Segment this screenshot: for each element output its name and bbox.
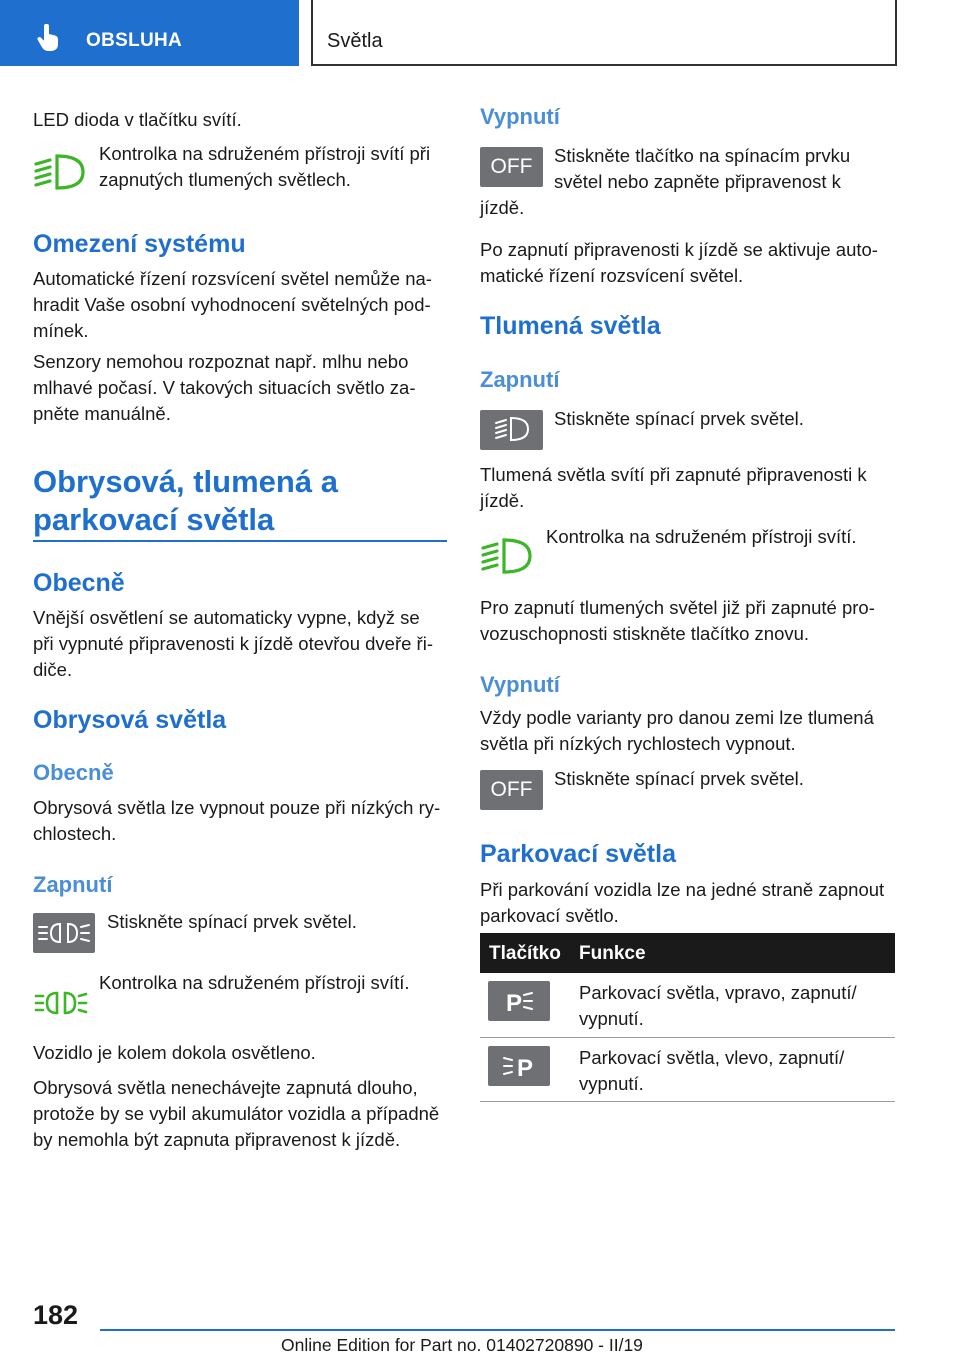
parking-light-left-icon: [488, 1046, 550, 1086]
tlumena-button-text: Stiskněte spínací prvek světel.: [554, 408, 804, 429]
obecne-paragraph: Vnější osvětlení se automaticky vypne, když se při vypnuté připravenosti k jízdě otevřou dveře ři‐ diče.: [33, 607, 433, 680]
table-row: [480, 973, 895, 1037]
parking-right-button: [488, 981, 550, 1021]
footer-rule: [100, 1329, 895, 1331]
led-text: LED dioda v tlačítku svítí.: [33, 109, 242, 130]
table-cell-function: Parkovací světla, vpravo, zapnutí/ vypnutí.: [579, 982, 857, 1029]
omezeni-paragraph-2: Senzory nemohou rozpoznat např. mlhu nebo mlhavé počasí. V takových situacích světlo za‐ pněte manuálně.: [33, 351, 416, 424]
low-beam-indicator-icon-2: [480, 534, 534, 578]
hand-pointer-icon: [36, 24, 62, 52]
off-button: OFF: [480, 147, 543, 187]
heading-parkovaci: Parkovací světla: [480, 840, 676, 868]
heading-obecne: Obecně: [33, 569, 125, 597]
vozidlo-text: Vozidlo je kolem dokola osvětleno.: [33, 1042, 316, 1063]
heading-zapnuti-right: Zapnutí: [480, 367, 560, 392]
table-header: [480, 933, 895, 973]
tlumena-paragraph: Tlumená světla svítí při zapnuté připravenosti k jízdě.: [480, 464, 867, 511]
warning-paragraph: Obrysová světla nenechávejte zapnutá dlouho, protože by se vybil akumulátor vozidla a případně by nemohla být zapnuta připravenost k jízdě.: [33, 1077, 440, 1150]
side-lights-icon: [33, 913, 95, 953]
parkovaci-paragraph: Při parkování vozidla lze na jedné straně zapnout parkovací světlo.: [480, 879, 885, 926]
table-row: [480, 1038, 895, 1102]
parking-left-button: [488, 1046, 550, 1086]
section-tab[interactable]: [0, 0, 299, 66]
off-text-2: Stiskněte spínací prvek světel.: [554, 768, 804, 789]
heading-zapnuti-left: Zapnutí: [33, 872, 113, 897]
vypnuti-text-cont: jízdě.: [480, 197, 525, 218]
obrysova-paragraph: Obrysová světla lze vypnout pouze při nízkých ry‐ chlostech.: [33, 797, 441, 844]
heading-tlumena: Tlumená světla: [480, 312, 661, 340]
heading-vypnuti-2: Vypnutí: [480, 672, 560, 697]
low-beam-button: [480, 410, 543, 450]
main-heading: Obrysová, tlumená a parkovací světla: [33, 464, 338, 537]
parking-light-button: [33, 913, 95, 953]
col-header-function: Funkce: [579, 943, 646, 964]
heading-omezeni: Omezení systému: [33, 230, 246, 258]
low-beam-indicator-icon: [33, 150, 87, 194]
tlumena-indicator-text: Kontrolka na sdruženém přístroji svítí.: [546, 526, 857, 547]
vzdy-paragraph: Vždy podle varianty pro danou zemi lze tlumená světla při nízkých rychlostech vypnout.: [480, 707, 874, 754]
low-beam-icon: [480, 410, 543, 450]
table-cell-function: Parkovací světla, vlevo, zapnutí/ vypnutí.: [579, 1047, 845, 1094]
svg-text:P: P: [506, 990, 523, 1017]
heading-rule: [33, 540, 447, 542]
chapter-tab-label: Světla: [327, 30, 383, 52]
heading-obecne-2: Obecně: [33, 760, 114, 785]
zapnuti-indicator-text: Kontrolka na sdruženém přístroji svítí.: [99, 972, 410, 993]
heading-vypnuti: Vypnutí: [480, 104, 560, 129]
page-number: 182: [33, 1300, 79, 1330]
po-zapnuti-paragraph: Po zapnutí připravenosti k jízdě se aktivuje auto‐ matické řízení rozsvícení světel.: [480, 239, 878, 286]
parking-light-right-icon: [488, 981, 550, 1021]
pro-zapnuti-paragraph: Pro zapnutí tlumených světel již při zapnuté pro‐ vozuschopnosti stiskněte tlačítko znovu.: [480, 597, 875, 644]
zapnuti-button-text: Stiskněte spínací prvek světel.: [107, 911, 357, 932]
section-tab-label: OBSLUHA: [86, 30, 183, 51]
chapter-tab[interactable]: [311, 0, 897, 66]
col-header-button: Tlačítko: [489, 943, 561, 964]
table-bottom-line: [480, 1101, 895, 1102]
svg-text:P: P: [517, 1055, 534, 1082]
off-button-2: OFF: [480, 770, 543, 810]
indicator-text: Kontrolka na sdruženém přístroji svítí při zapnutých tlumených světlech.: [99, 143, 431, 190]
vypnuti-text: Stiskněte tlačítko na spínacím prvku světel nebo zapněte připravenost k: [554, 145, 851, 192]
heading-obrysova: Obrysová světla: [33, 706, 227, 734]
omezeni-paragraph-1: Automatické řízení rozsvícení světel nemůže na‐ hradit Vaše osobní vyhodnocení světelných pod‐ mínek.: [33, 268, 432, 341]
side-lights-indicator-icon: [33, 985, 89, 1021]
edition-text: Online Edition for Part no. 01402720890 - II/19: [281, 1335, 643, 1355]
